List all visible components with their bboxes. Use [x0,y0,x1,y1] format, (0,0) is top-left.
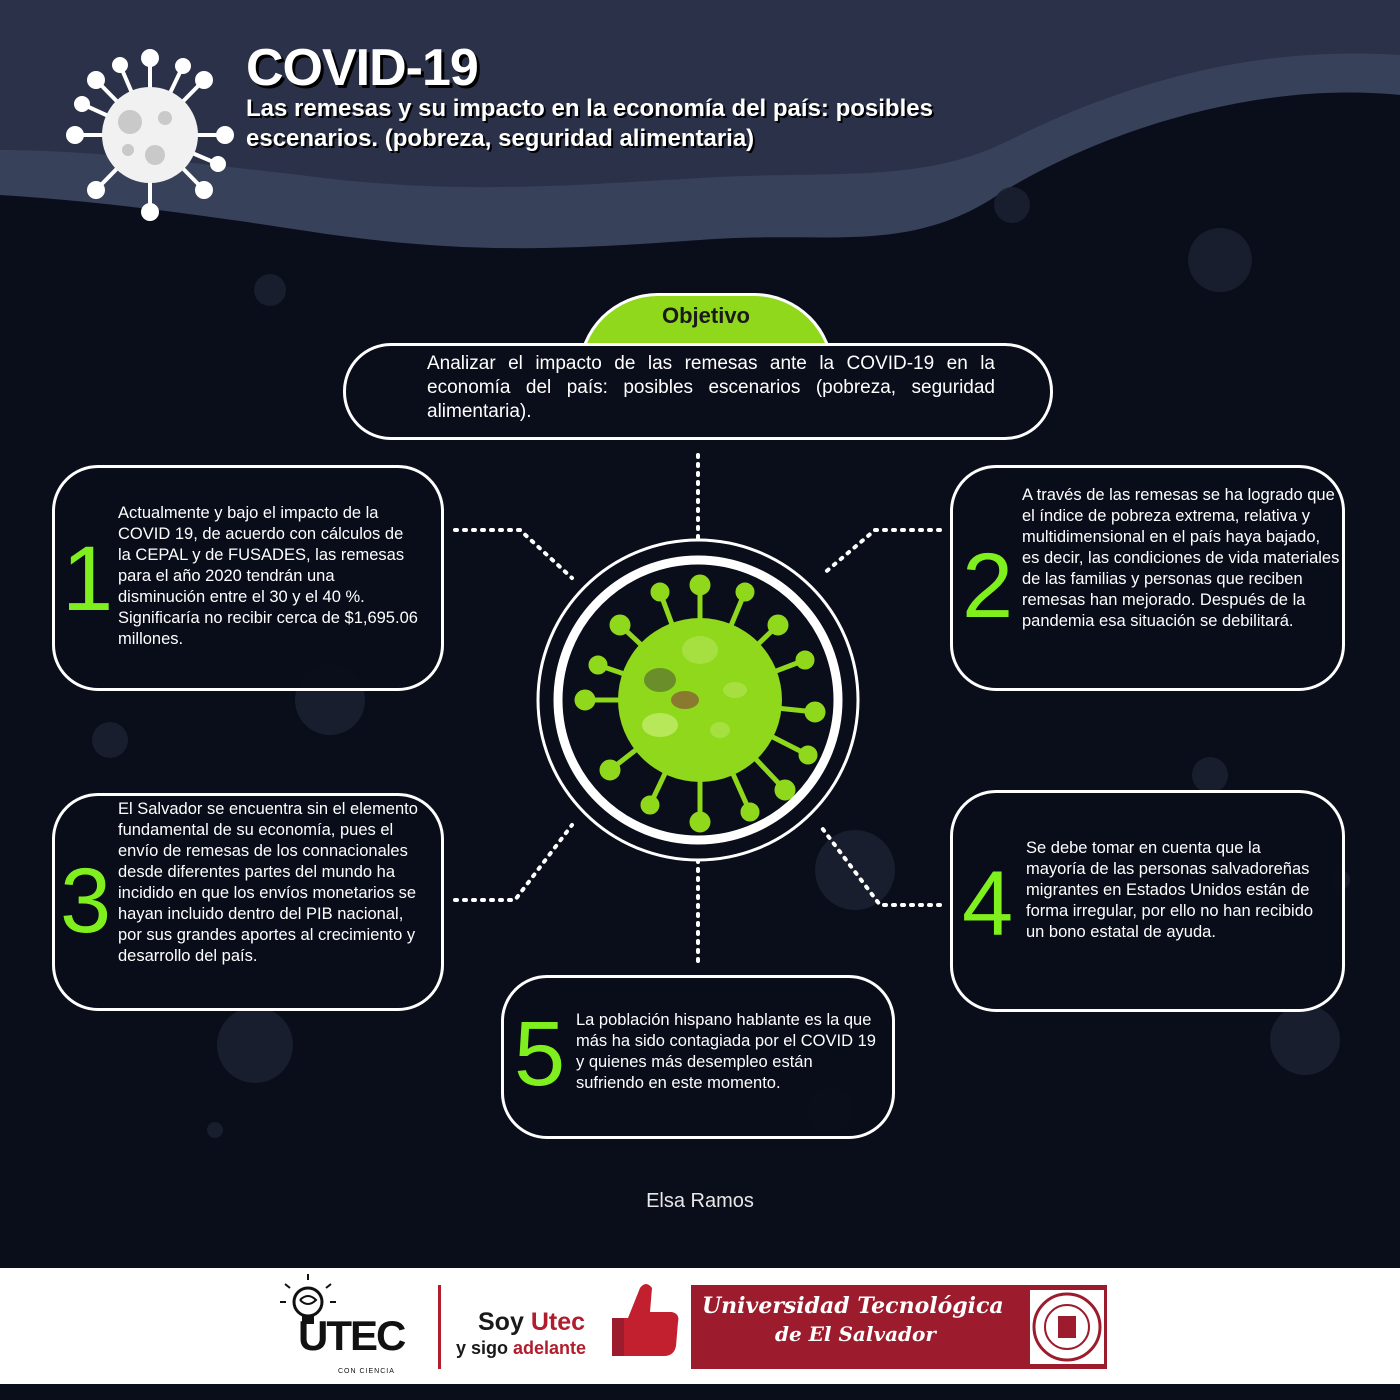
card-1-text: Actualmente y bajo el impacto de la COVID 19, de acuerdo con cálculos de la CEPAL y de FUSADES, las remesas para el año 2020 tendrán una disminución entre el 30 y el 40 %. Significaría no recibir cerca de $1,695.06 millones. [118,504,418,648]
card-4-number: 4 [962,853,1014,955]
card-3-text: El Salvador se encuentra sin el elemento fundamental de su economía, pues el envío de remesas de los connacionales desde diferentes partes del mundo ha incidido en que los envíos monetarios se hayan incluido dentro del PIB nacional, por sus grandes aportes al crecimiento y desarrollo del país. [118,800,418,965]
page-subtitle: Las remesas y su impacto en la economía del país: posibles escenarios. (pobreza, seguridad alimentaria) [246,95,933,152]
author-name: Elsa Ramos [646,1190,754,1212]
card-5-text: La población hispano hablante es la que más ha sido contagiada por el COVID 19 y quienes más desempleo están sufriendo en este momento. [576,1011,876,1092]
objective-text: Analizar el impacto de las remesas ante la COVID-19 en la economía del país: posibles escenarios (pobreza, seguridad alimentaria). [427,353,995,422]
utec-tagline: CON CIENCIA [338,1368,395,1375]
university-seal-icon [1030,1290,1104,1364]
card-2-text: A través de las remesas se ha logrado que el índice de pobreza extrema, relativa y multidimensional en el país haya bajado, es decir, las condiciones de vida materiales de las familias y personas que reciben remesas han mejorado. Después de la pandemia esa situación se debilitará. [1022,486,1340,630]
card-3-number: 3 [60,850,112,952]
slogan-soy: Soy [478,1308,524,1336]
page-title: COVID-19 [246,39,478,97]
card-2-number: 2 [962,535,1014,637]
slogan-sigo: y sigo [456,1338,509,1358]
university-name-line1: Universidad Tecnológica [702,1293,1004,1319]
card-1-number: 1 [62,528,114,630]
slogan-adelante: adelante [513,1338,587,1358]
card-4-text: Se debe tomar en cuenta que la mayoría de las personas salvadoreñas migrantes en Estados Unidos están de forma irregular, por ello no han recibido un bono estatal de ayuda. [1026,839,1314,941]
objective-label: Objetivo [661,303,750,328]
university-name-line2: de El Salvador [775,1322,936,1346]
utec-logo-text: UTEC [298,1312,405,1359]
slogan-utec: Utec [530,1308,585,1336]
card-5-number: 5 [514,1003,566,1105]
